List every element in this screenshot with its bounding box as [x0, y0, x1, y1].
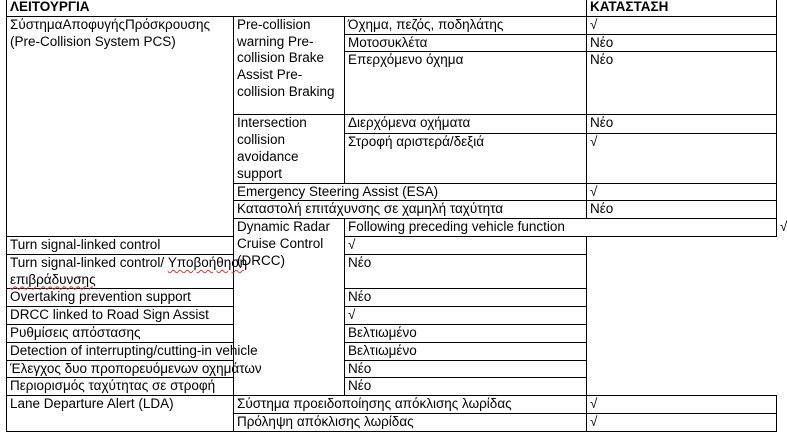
table-row: [7, 307, 777, 325]
pcs-warning-group: Pre-collision warning Pre-collision Brake Assist Pre-collision Braking: [234, 16, 345, 115]
status-cell: Νέο: [345, 378, 587, 396]
status-cell: √: [587, 134, 777, 183]
status-cell: √: [587, 396, 777, 414]
drcc-feature-part: επιβράδυνσης: [10, 271, 96, 287]
pcs-esa-label: Emergency Steering Assist (ESA): [234, 183, 587, 201]
status-cell: √: [587, 16, 777, 34]
pcs-target: Επερχόμενο όχημα: [345, 52, 587, 115]
status-cell: Βελτιωμένο: [345, 342, 587, 360]
drcc-feature: Ρυθμίσεις απόστασης: [7, 324, 345, 342]
pcs-target: Στροφή αριστερά/δεξιά: [345, 134, 587, 183]
drcc-feature: Έλεγχος δυο προπορευόμενων οχημάτων: [7, 360, 345, 378]
table-row: [7, 16, 777, 34]
features-document: [6, 0, 787, 440]
table-row: [7, 324, 777, 342]
lda-feature: Πρόληψη απόκλισης λωρίδας: [234, 413, 587, 431]
status-cell: Βελτιωμένο: [345, 324, 587, 342]
status-cell: Νέο: [345, 289, 587, 307]
table-row: [7, 378, 777, 396]
status-cell: Νέο: [587, 34, 777, 52]
status-cell: √: [345, 307, 587, 325]
drcc-feature-part: Turn signal-linked control/: [10, 254, 168, 270]
pcs-label: ΣύστημαΑποφυγήςΠρόσκρουσης (Pre-Collision System PCS): [7, 16, 234, 236]
lda-feature: Σύστημα προειδοποίησης απόκλισης λωρίδας: [234, 396, 587, 414]
drcc-feature: DRCC linked to Road Sign Assist: [7, 307, 345, 325]
drcc-feature: Overtaking prevention support: [7, 289, 345, 307]
table-row: [7, 236, 777, 254]
drcc-feature: Περιορισμός ταχύτητας σε στροφή: [7, 378, 345, 396]
pcs-target: Όχημα, πεζός, ποδηλάτης: [345, 16, 587, 34]
table-row: [7, 254, 777, 289]
header-function: ΛΕΙΤΟΥΡΓΙΑ: [7, 0, 587, 16]
status-cell: Νέο: [587, 52, 777, 115]
status-cell: Νέο: [345, 254, 587, 289]
header-status: ΚΑΤΑΣΤΑΣΗ: [587, 0, 777, 16]
drcc-label: Dynamic Radar Cruise Control (DRCC): [234, 219, 345, 396]
status-cell: √: [587, 183, 777, 201]
drcc-feature: Following preceding vehicle function: [345, 219, 777, 237]
drcc-feature: [7, 254, 345, 289]
table-row: [7, 396, 777, 414]
features-table: [6, 0, 787, 432]
pcs-target: Διερχόμενα οχήματα: [345, 115, 587, 134]
drcc-feature: Turn signal-linked control: [7, 236, 345, 254]
table-row: [7, 289, 777, 307]
status-cell: √: [345, 236, 587, 254]
table-header-row: [7, 0, 777, 16]
drcc-feature: Detection of interrupting/cutting-in vehicle: [7, 342, 345, 360]
status-cell: Νέο: [345, 360, 587, 378]
status-cell: √: [587, 413, 777, 431]
table-row: Dynamic Radar Cruise Control (DRCC) Following preceding vehicle function √: [7, 219, 777, 237]
pcs-intersection-group: Intersection collision avoidance support: [234, 115, 345, 183]
pcs-target: Μοτοσυκλέτα: [345, 34, 587, 52]
table-row: [7, 360, 777, 378]
status-cell: Νέο: [587, 201, 777, 219]
table-row: [7, 342, 777, 360]
drcc-feature-part: Υποβοήθηση: [167, 254, 248, 270]
status-cell: Νέο: [587, 115, 777, 134]
pcs-low-speed-label: Καταστολή επιτάχυνσης σε χαμηλή ταχύτητα: [234, 201, 587, 219]
lda-label: Lane Departure Alert (LDA): [7, 396, 234, 432]
